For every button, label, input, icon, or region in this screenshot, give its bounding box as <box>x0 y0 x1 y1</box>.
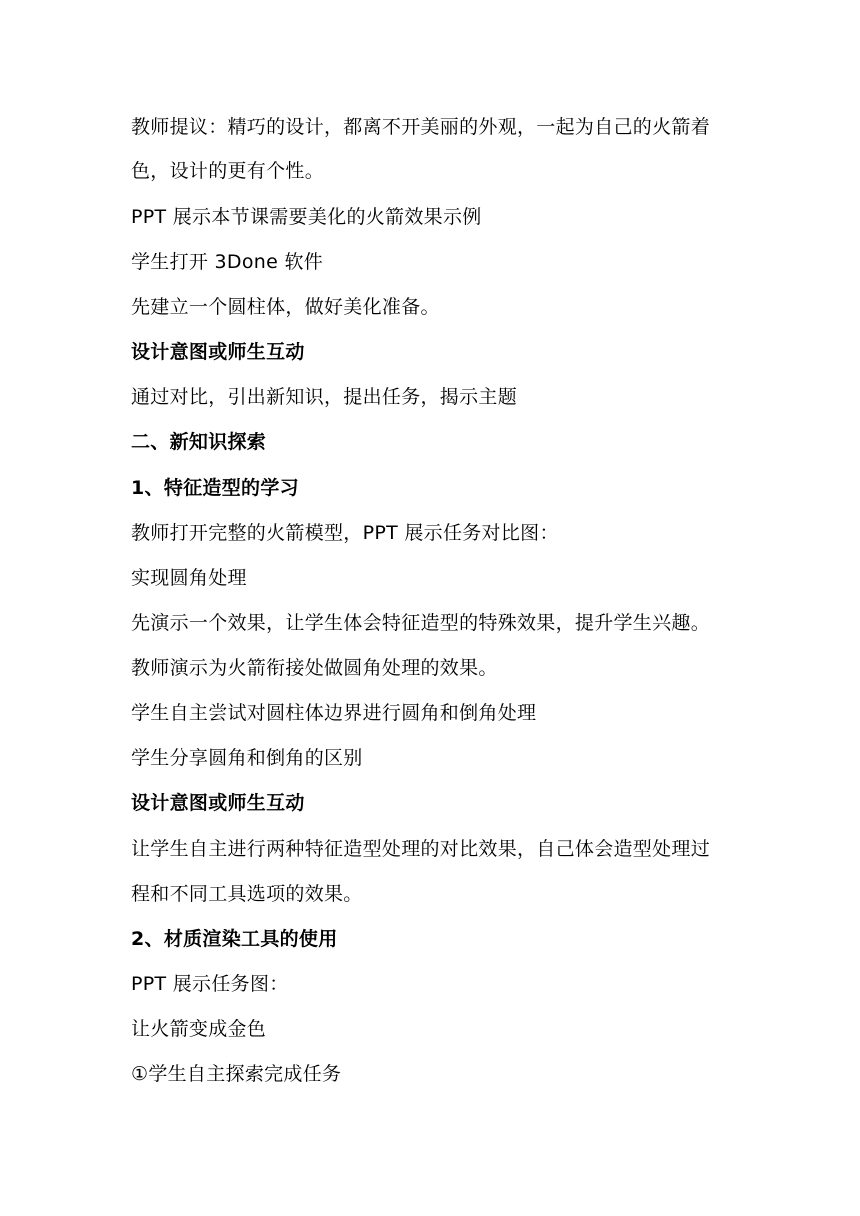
paragraph-demo-effect: 先演示一个效果，让学生体会特征造型的特殊效果，提升学生兴趣。 <box>131 612 711 634</box>
heading-design-intent-1: 设计意图或师生互动 <box>131 341 305 363</box>
paragraph-intro-topic: 通过对比，引出新知识，提出任务，揭示主题 <box>131 386 518 408</box>
paragraph-create-cylinder: 先建立一个圆柱体，做好美化准备。 <box>131 296 440 318</box>
heading-subsection-2: 2、材质渲染工具的使用 <box>131 928 338 950</box>
paragraph-teacher-suggestion: 教师提议：精巧的设计，都离不开美丽的外观，一起为自己的火箭着 <box>131 116 711 138</box>
paragraph-ppt-example: PPT 展示本节课需要美化的火箭效果示例 <box>131 206 482 228</box>
heading-subsection-1: 1、特征造型的学习 <box>131 477 299 499</box>
paragraph-open-model: 教师打开完整的火箭模型，PPT 展示任务对比图： <box>131 522 559 544</box>
paragraph-gold-rocket: 让火箭变成金色 <box>131 1018 267 1040</box>
paragraph-fillet: 实现圆角处理 <box>131 567 247 589</box>
paragraph-open-software: 学生打开 3Done 软件 <box>131 251 324 273</box>
paragraph-student-share: 学生分享圆角和倒角的区别 <box>131 747 363 769</box>
heading-section-2: 二、新知识探索 <box>131 431 267 453</box>
paragraph-student-compare-cont: 程和不同工具选项的效果。 <box>131 883 363 905</box>
paragraph-student-compare: 让学生自主进行两种特征造型处理的对比效果，自己体会造型处理过 <box>131 838 711 860</box>
paragraph-teacher-suggestion-cont: 色，设计的更有个性。 <box>131 160 325 182</box>
paragraph-student-explore: ①学生自主探索完成任务 <box>131 1063 342 1085</box>
paragraph-ppt-task: PPT 展示任务图： <box>131 973 289 995</box>
paragraph-student-try: 学生自主尝试对圆柱体边界进行圆角和倒角处理 <box>131 702 537 724</box>
paragraph-teacher-demo: 教师演示为火箭衔接处做圆角处理的效果。 <box>131 657 498 679</box>
heading-design-intent-2: 设计意图或师生互动 <box>131 792 305 814</box>
